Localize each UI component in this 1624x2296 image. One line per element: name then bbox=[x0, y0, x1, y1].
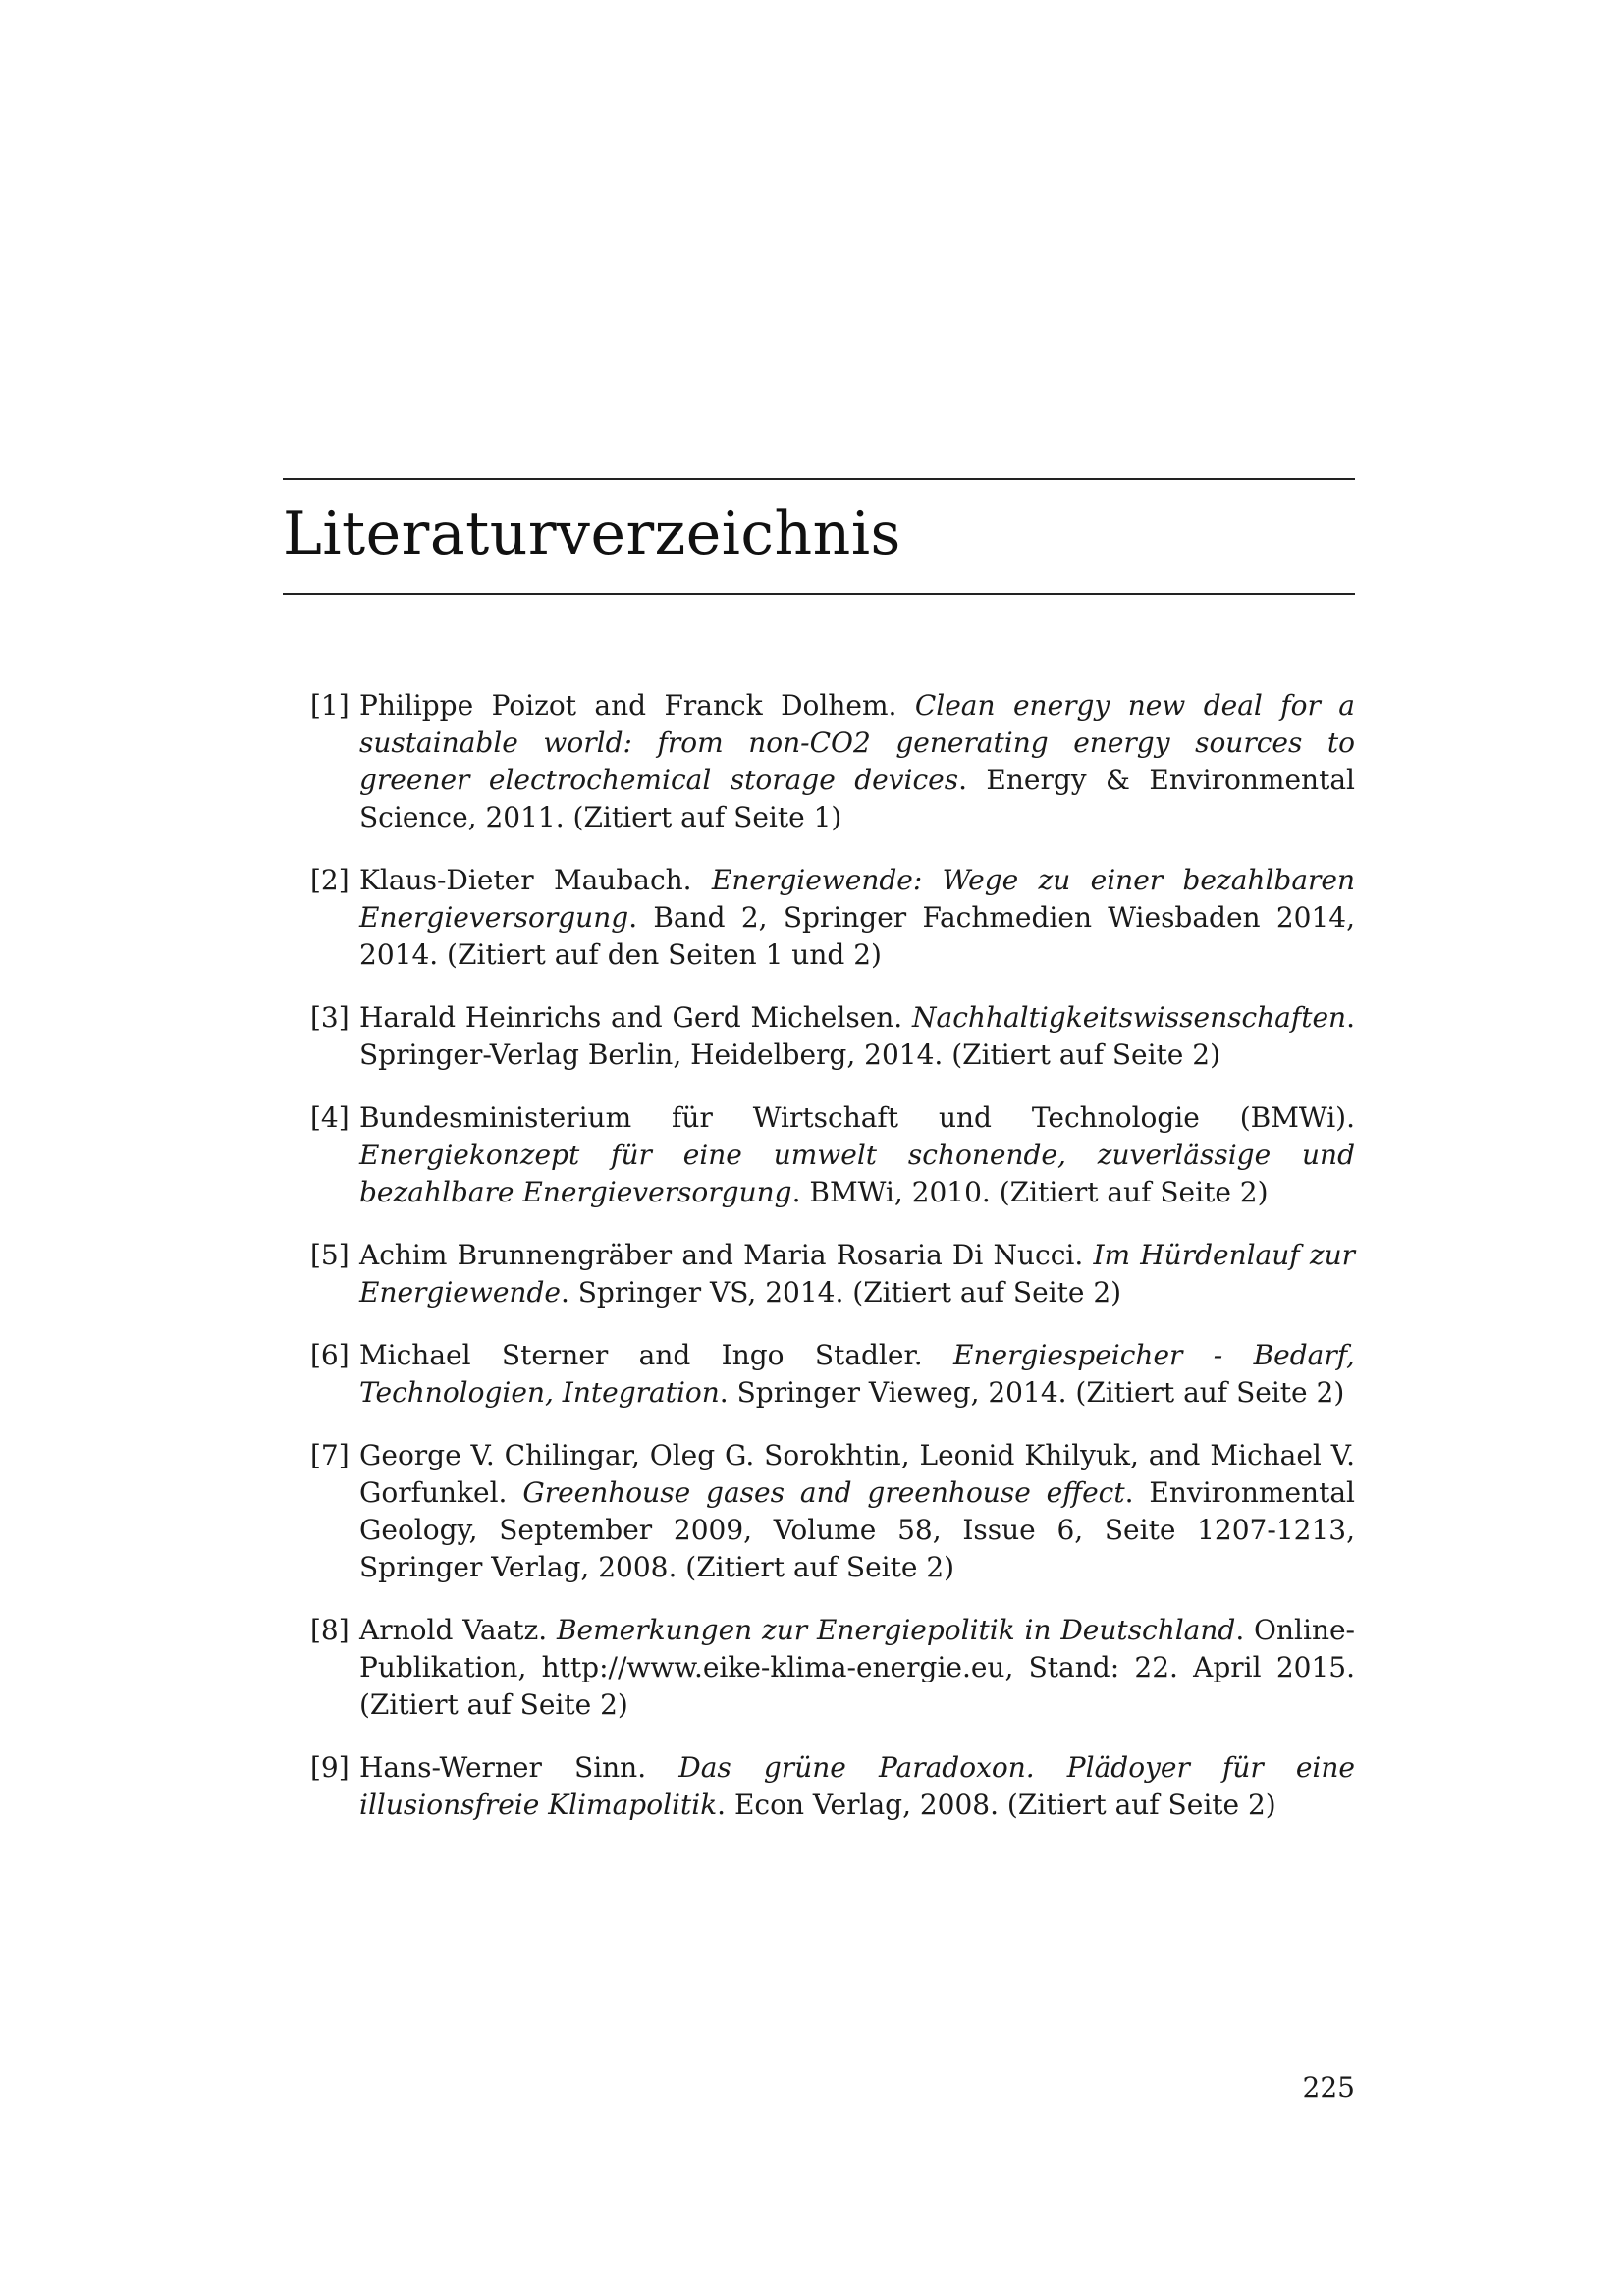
bibliography-entry bbox=[310, 862, 1355, 974]
entry-authors: Michael Sterner and Ingo Stadler. bbox=[359, 1339, 923, 1371]
entry-number: [6] bbox=[310, 1339, 350, 1371]
entry-number: [4] bbox=[310, 1101, 350, 1134]
entry-title: Clean energy new deal for a sustainable world: from non-CO2 generating energy sources to greener electrochemical storage devices bbox=[359, 689, 1355, 796]
bibliography-entry bbox=[310, 1337, 1355, 1412]
entry-authors: Philippe Poizot and Franck Dolhem. bbox=[359, 689, 897, 721]
entry-number: [5] bbox=[310, 1239, 350, 1271]
chapter-title: Literaturverzeichnis bbox=[283, 500, 901, 568]
entry-details: . Springer VS, 2014. (Zitiert auf Seite 2) bbox=[560, 1276, 1122, 1308]
entry-details: . Online-Publikation, http://www.eike-klima-energie.eu, Stand: 22. April 2015. (Zitiert auf Seite 2) bbox=[359, 1614, 1356, 1721]
entry-details: . Energy & Environmental Science, 2011. (Zitiert auf Seite 1) bbox=[359, 764, 1355, 833]
entry-number: [8] bbox=[310, 1614, 350, 1646]
entry-details: . BMWi, 2010. (Zitiert auf Seite 2) bbox=[791, 1176, 1269, 1208]
entry-number: [7] bbox=[310, 1439, 350, 1471]
entry-title: Im Hürdenlauf zur Energiewende bbox=[359, 1239, 1355, 1308]
entry-details: . Springer-Verlag Berlin, Heidelberg, 2014. (Zitiert auf Seite 2) bbox=[359, 1001, 1355, 1071]
entry-details: . Econ Verlag, 2008. (Zitiert auf Seite 2) bbox=[717, 1789, 1276, 1821]
entry-details: . Environmental Geology, September 2009, Volume 58, Issue 6, Seite 1207-1213, Springer Verlag, 2008. (Zitiert auf Seite 2) bbox=[359, 1476, 1355, 1583]
entry-authors: Achim Brunnengräber and Maria Rosaria Di Nucci. bbox=[359, 1239, 1084, 1271]
entry-authors: Arnold Vaatz. bbox=[359, 1614, 548, 1646]
entry-title: Energiekonzept für eine umwelt schonende, zuverlässige und bezahlbare Energieversorgung bbox=[359, 1139, 1355, 1208]
page-number: 225 bbox=[1302, 2071, 1355, 2104]
entry-authors: Bundesministerium für Wirtschaft und Technologie (BMWi). bbox=[359, 1101, 1355, 1134]
entry-title: Das grüne Paradoxon. Plädoyer für eine illusionsfreie Klimapolitik bbox=[359, 1751, 1355, 1821]
bibliography-list bbox=[310, 687, 1355, 1849]
entry-number: [9] bbox=[310, 1751, 350, 1784]
entry-number: [3] bbox=[310, 1001, 350, 1034]
chapter-rule-bottom bbox=[283, 593, 1355, 595]
entry-authors: George V. Chilingar, Oleg G. Sorokhtin, Leonid Khilyuk, and Michael V. Gorfunkel. bbox=[359, 1439, 1355, 1509]
entry-authors: Hans-Werner Sinn. bbox=[359, 1751, 647, 1784]
entry-details: . Springer Vieweg, 2014. (Zitiert auf Seite 2) bbox=[719, 1376, 1345, 1409]
bibliography-entry bbox=[310, 1612, 1355, 1724]
bibliography-entry bbox=[310, 687, 1355, 836]
entry-title: Energiespeicher - Bedarf, Technologien, Integration bbox=[359, 1339, 1355, 1409]
entry-authors: Klaus-Dieter Maubach. bbox=[359, 864, 692, 896]
chapter-rule-top bbox=[283, 478, 1355, 480]
entry-title: Nachhaltigkeitswissenschaften bbox=[912, 1001, 1347, 1034]
bibliography-entry bbox=[310, 1237, 1355, 1311]
bibliography-entry bbox=[310, 999, 1355, 1074]
entry-number: [1] bbox=[310, 689, 350, 721]
entry-title: Greenhouse gases and greenhouse effect bbox=[522, 1476, 1125, 1509]
entry-details: . Band 2, Springer Fachmedien Wiesbaden 2014, 2014. (Zitiert auf den Seiten 1 und 2) bbox=[359, 901, 1355, 971]
bibliography-entry bbox=[310, 1099, 1355, 1211]
entry-title: Energiewende: Wege zu einer bezahlbaren Energieversorgung bbox=[359, 864, 1356, 934]
entry-authors: Harald Heinrichs and Gerd Michelsen. bbox=[359, 1001, 903, 1034]
entry-number: [2] bbox=[310, 864, 350, 896]
entry-title: Bemerkungen zur Energiepolitik in Deutschland bbox=[556, 1614, 1236, 1646]
bibliography-entry bbox=[310, 1749, 1355, 1824]
bibliography-entry bbox=[310, 1437, 1355, 1586]
